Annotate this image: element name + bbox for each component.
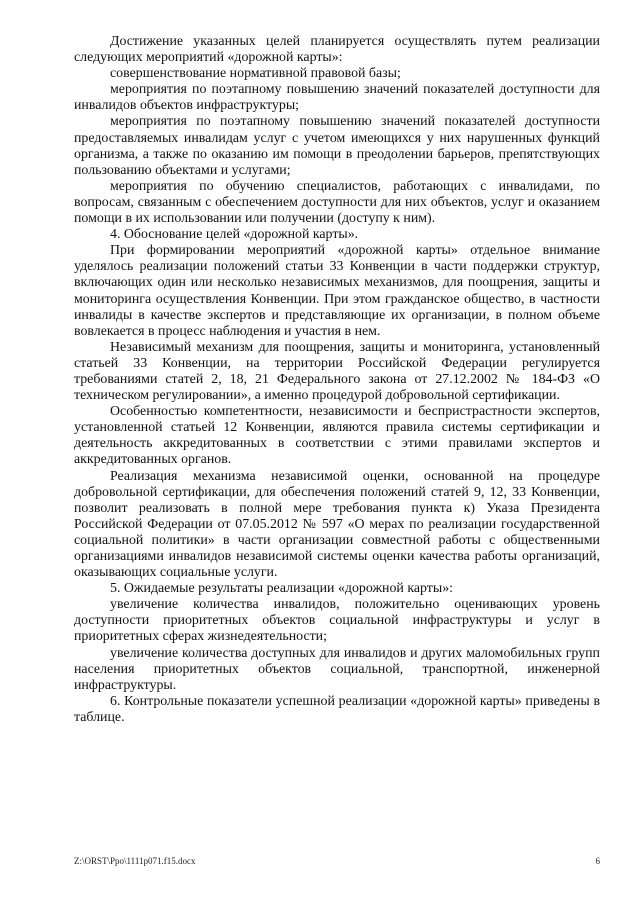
section-heading: 5. Ожидаемые результаты реализации «дорожной карты»:	[110, 581, 453, 597]
footer-file-path: Z:\ORST\Ppo\1111p071.f15.docx	[74, 856, 196, 866]
paragraph: 6. Контрольные показатели успешной реализации «дорожной карты» приведены в таблице.	[74, 693, 600, 725]
section-heading: 4. Обоснование целей «дорожной карты».	[110, 227, 359, 243]
page-number: 6	[595, 856, 600, 866]
paragraph: При формировании мероприятий «дорожной карты» отдельное внимание уделялось реализации положений статьи 33 Конвенции в части поддержки структур, включающих один или несколько независимых механизмов, для поощрения, защиты и мониторинга осуществления Конвенции. При этом гражданское общество, в частности инвалиды в качестве экспертов и представляющие их организации, в полном объеме вовлекается в процесс наблюдения и участия в нем.	[74, 243, 600, 339]
paragraph: мероприятия по поэтапному повышению значений показателей доступности для инвалидов объектов инфраструктуры;	[74, 82, 600, 114]
paragraph: увеличение количества доступных для инвалидов и других маломобильных групп населения приоритетных объектов социальной, транспортной, инженерной инфраструктуры.	[74, 645, 600, 693]
paragraph: мероприятия по обучению специалистов, работающих с инвалидами, по вопросам, связанным с обеспечением доступности для них объектов, услуг и оказанием помощи в их использовании или получении (доступу к ним).	[74, 178, 600, 227]
paragraph: мероприятия по поэтапному повышению значений показателей доступности предоставляемых инвалидам услуг с учетом имеющихся у них нарушенных функций организма, а также по оказанию им помощи в преодолении барьеров, препятствующих пользованию объектами и услугами;	[74, 114, 600, 178]
paragraph: совершенствование нормативной правовой базы;	[110, 66, 401, 82]
paragraph: Независимый механизм для поощрения, защиты и мониторинга, установленный статьей 33 Конвенции, на территории Российской Федерации регулируется требованиями статей 2, 18, 21 Федерального закона от 27.12.2002 № 184-ФЗ «О техническом регулировании», а именно процедурой добровольной сертификации.	[74, 339, 600, 404]
paragraph: Реализация механизма независимой оценки, основанной на процедуре добровольной сертификации, для обеспечения положений статей 9, 12, 33 Конвенции, позволит реализовать в полной мере требования пункта к) Указа Президента Российской Федерации от 07.05.2012 № 597 «О мерах по реализации государственной социальной политики» в части организации совместной работы с общественными организациями инвалидов независимой системы оценки качества работы организаций, оказывающих социальные услуги.	[74, 468, 600, 581]
paragraph: увеличение количества инвалидов, положительно оценивающих уровень доступности приоритетных объектов социальной инфраструктуры и услуг в приоритетных сферах жизнедеятельности;	[74, 597, 600, 645]
paragraph: Достижение указанных целей планируется осуществлять путем реализации следующих мероприятий «дорожной карты»:	[74, 34, 600, 66]
paragraph: Особенностью компетентности, независимости и беспристрастности экспертов, установленной статьей 12 Конвенции, являются правила системы сертификации и деятельность аккредитованных в соответствии с этими правилами экспертов и аккредитованных органов.	[74, 404, 600, 468]
document-body	[74, 34, 600, 726]
